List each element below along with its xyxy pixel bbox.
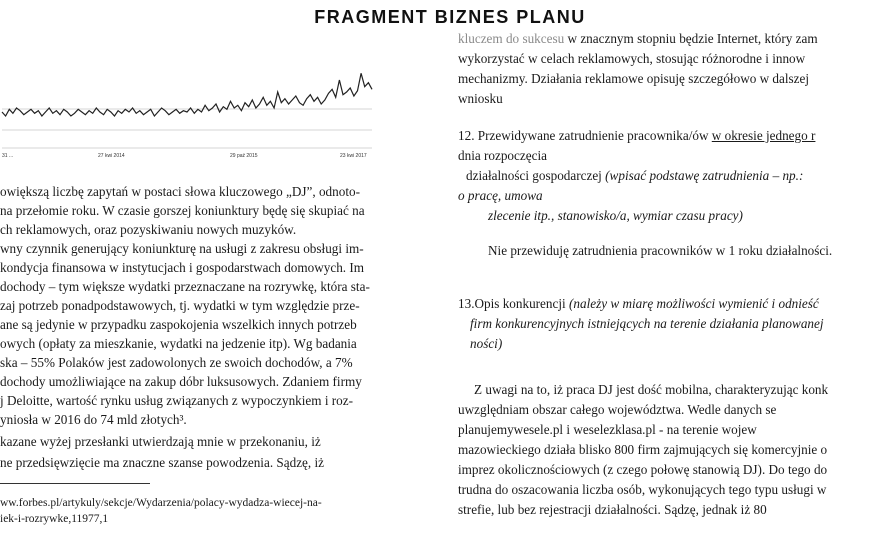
chart-series-line bbox=[2, 73, 372, 116]
body-line: dnia rozpoczęcia bbox=[458, 148, 547, 163]
chart-tick-label: 29 paź 2015 bbox=[230, 153, 258, 159]
body-line: wniosku bbox=[458, 91, 503, 106]
italic-line: firm konkurencyjnych istniejących na terenie działania planowanej bbox=[470, 316, 824, 331]
body-text: 12. Przewidywane zatrudnienie pracownika/ów bbox=[458, 128, 712, 143]
body-line: wykorzystać w celach reklamowych, stosując różnorodne i innow bbox=[458, 51, 806, 66]
section-12-heading bbox=[458, 128, 815, 144]
body-line: ne przedsięwzięcie ma znaczne szanse powodzenia. Sądzę, iż bbox=[0, 455, 325, 470]
body-line: ska – 55% Polaków jest zadowolonych ze swoich dochodów, a 7% bbox=[0, 355, 353, 370]
body-line: owiększą liczbę zapytań w postaci słowa kluczowego „DJ”, odnoto- bbox=[0, 184, 360, 199]
chart-tick-label: 31 ... bbox=[2, 153, 14, 159]
body-line: owych (opłaty za mieszkanie, wydatki na jedzenie itp). Wg badania bbox=[0, 336, 357, 351]
body-line: kazane wyżej przesłanki utwierdzają mnie w przekonaniu, iż bbox=[0, 434, 321, 449]
footnote-line: ww.forbes.pl/artykuly/sekcje/Wydarzenia/polacy-wydadza-wiecej-na- bbox=[0, 497, 322, 509]
body-line: na przełomie roku. W czasie gorszej koniunktury będę się skupiać na bbox=[0, 203, 365, 218]
italic-line: ności) bbox=[470, 336, 503, 351]
right-page bbox=[440, 0, 880, 540]
body-line: strefie, lub bez rejestracji działalności. Sądzę, jednak iż 80 bbox=[458, 502, 767, 517]
italic-line: o pracę, umowa bbox=[458, 188, 543, 203]
body-line: imprez okolicznościowych (z czego połowę stanowią DJ). Do tego do bbox=[458, 462, 828, 477]
chart-tick-label: 23 kwi 2017 bbox=[340, 153, 367, 159]
section-13-heading bbox=[458, 296, 819, 312]
footnote-divider bbox=[0, 483, 150, 484]
body-line: trudna do oszacowania liczba osób, wykonujących tego typu usługi w bbox=[458, 482, 827, 497]
italic-text: (wpisać podstawę zatrudnienia – np.: bbox=[605, 168, 804, 183]
body-text: działalności gospodarczej bbox=[466, 168, 606, 183]
body-line: ch reklamowych, oraz pozyskiwaniu nowych muzyków. bbox=[0, 222, 297, 237]
body-line: yniosła w 2016 do 74 mld złotych³. bbox=[0, 412, 187, 427]
body-line: dochody umożliwiające na zakup dóbr luksusowych. Zdaniem firmy bbox=[0, 374, 362, 389]
body-line: mazowieckiego działa blisko 800 firm zajmujących się komercyjnie o bbox=[458, 442, 828, 457]
chart-tick-label: 27 kwi 2014 bbox=[98, 153, 125, 159]
document-title: FRAGMENT BIZNES PLANU bbox=[314, 7, 586, 27]
body-text: w znacznym stopniu będzie Internet, który zam bbox=[564, 31, 818, 46]
body-line: kondycja finansowa w instytucjach i gospodarstwach domowych. Im bbox=[0, 260, 365, 275]
body-line bbox=[458, 31, 818, 47]
body-line: dochody – tym większe wydatki przeznaczane na rozrywkę, która sta- bbox=[0, 279, 370, 294]
trend-chart bbox=[0, 22, 380, 162]
body-line: zaj potrzeb ponadpodstawowych, tj. wydatki w tym względzie prze- bbox=[0, 298, 360, 313]
body-line: uwzględniam obszar całego województwa. Wedle danych se bbox=[458, 402, 777, 417]
faded-text: kluczem do sukcesu bbox=[458, 31, 565, 46]
body-line bbox=[466, 168, 803, 184]
footnote-line: iek-i-rozrywke,11977,1 bbox=[0, 513, 109, 525]
body-line: wny czynnik generujący koniunkturę na usługi z zakresu obsługi im- bbox=[0, 241, 364, 256]
body-text: 13.Opis konkurencji bbox=[458, 296, 569, 311]
body-line: planujemywesele.pl i weselezklasa.pl - na terenie wojew bbox=[458, 422, 757, 437]
body-line: mechanizmy. Działania reklamowe opisuję szczegółowo w dalszej bbox=[458, 71, 810, 86]
italic-text: (należy w miarę możliwości wymienić i odnieść bbox=[568, 296, 819, 311]
body-line: j Deloitte, wartość rynku usług związanych z wypoczynkiem i roz- bbox=[0, 393, 354, 408]
body-line: Nie przewiduję zatrudnienia pracowników w 1 roku działalności. bbox=[488, 243, 833, 258]
underlined-text: w okresie jednego r bbox=[711, 128, 816, 143]
italic-line: zlecenie itp., stanowisko/a, wymiar czasu pracy) bbox=[488, 208, 743, 223]
body-line: ane są jedynie w przypadku zaspokojenia wszelkich innych potrzeb bbox=[0, 317, 357, 332]
body-line: Z uwagi na to, iż praca DJ jest dość mobilna, charakteryzując konk bbox=[474, 382, 829, 397]
